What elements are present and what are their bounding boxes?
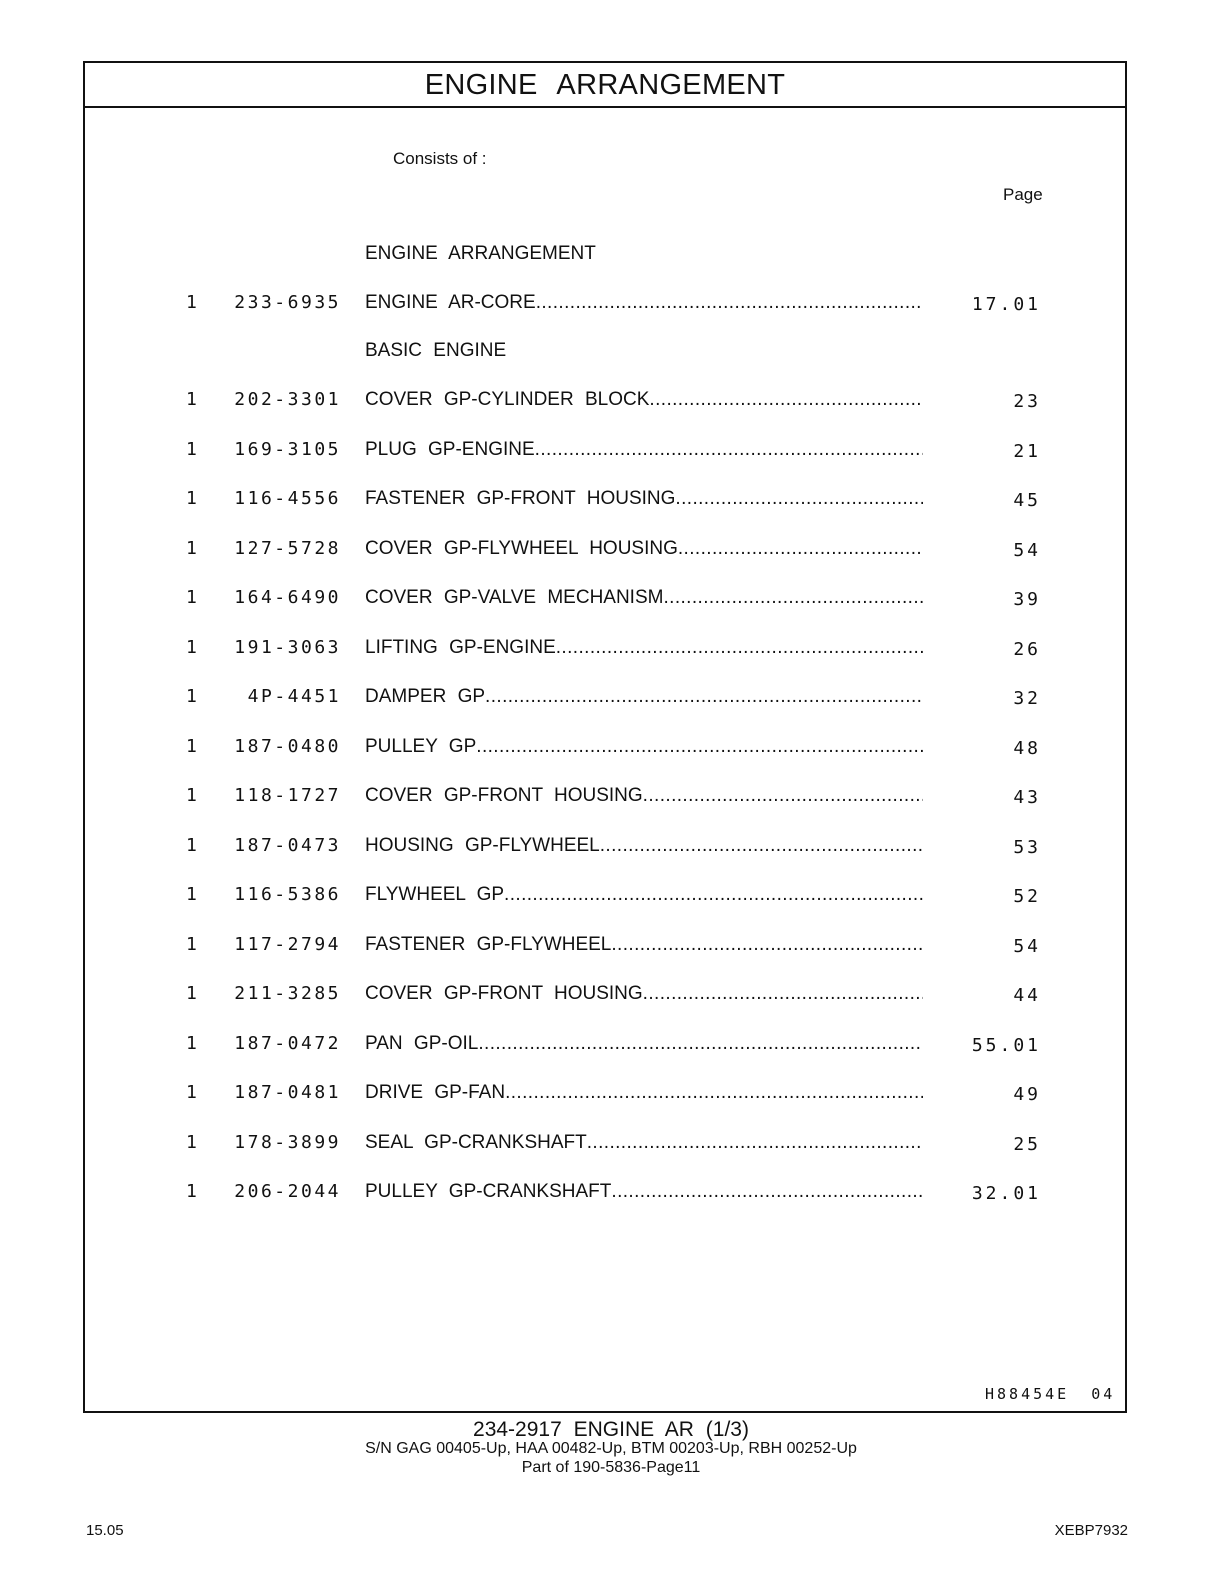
item-quantity: 1 <box>186 1131 197 1153</box>
item-description-cell <box>365 292 923 314</box>
item-description: SEAL GP-CRANKSHAFT <box>365 1131 587 1153</box>
item-quantity: 1 <box>186 587 197 608</box>
dot-leader <box>649 389 923 411</box>
item-description-cell <box>365 389 923 411</box>
item-page: 39 <box>1013 589 1041 610</box>
dot-leader <box>536 292 923 314</box>
dot-leader <box>505 1082 923 1104</box>
table-row <box>85 1132 1125 1158</box>
item-description-cell <box>365 1181 923 1203</box>
item-description: DRIVE GP-FAN <box>365 1082 506 1103</box>
item-part-number: 187-0480 <box>234 735 341 757</box>
item-page: 43 <box>1013 787 1041 808</box>
item-description: ENGINE AR-CORE <box>365 292 536 313</box>
dot-leader <box>587 1132 923 1154</box>
drawing-code <box>985 1385 1115 1403</box>
table-row <box>85 1033 1125 1059</box>
footer-right-code: XEBP7932 <box>1054 1522 1128 1539</box>
item-quantity: 1 <box>186 292 197 313</box>
item-part-number: 233-6935 <box>234 292 341 313</box>
item-description-cell <box>365 488 923 510</box>
table-row <box>85 934 1125 960</box>
item-description-cell <box>365 785 923 807</box>
item-page: 44 <box>1013 985 1041 1006</box>
item-description-cell <box>365 1033 923 1055</box>
item-quantity: 1 <box>186 884 197 905</box>
item-page: 23 <box>1013 391 1041 412</box>
item-page: 32 <box>1013 688 1041 709</box>
item-page: 21 <box>1013 440 1041 462</box>
item-part-number: 164-6490 <box>234 587 341 608</box>
item-description-cell <box>365 835 923 857</box>
footer-left-code: 15.05 <box>86 1522 124 1539</box>
dot-leader <box>675 488 923 510</box>
item-page: 26 <box>1013 638 1041 660</box>
item-part-number: 202-3301 <box>234 389 341 410</box>
item-page: 45 <box>1013 490 1041 511</box>
item-quantity: 1 <box>186 983 197 1004</box>
dot-leader <box>663 587 923 609</box>
dot-leader <box>600 835 923 857</box>
footer-part-of: Part of 190-5836-Page11 <box>521 1459 701 1476</box>
section-heading: ENGINE ARRANGEMENT <box>365 243 596 264</box>
item-description-cell <box>365 686 923 708</box>
item-description: LIFTING GP-ENGINE <box>365 636 556 658</box>
item-part-number: 187-0481 <box>234 1082 341 1103</box>
item-part-number: 116-5386 <box>234 884 341 905</box>
table-row <box>85 538 1125 564</box>
dot-leader <box>643 785 923 807</box>
table-row <box>85 835 1125 861</box>
item-part-number: 211-3285 <box>234 983 341 1004</box>
item-description: COVER GP-FRONT HOUSING <box>365 785 643 806</box>
item-part-number: 191-3063 <box>234 636 341 658</box>
item-page: 54 <box>1013 539 1041 561</box>
dot-leader <box>643 983 923 1005</box>
item-part-number: 127-5728 <box>234 537 341 559</box>
table-row <box>85 785 1125 811</box>
item-description: PAN GP-OIL <box>365 1032 479 1054</box>
item-part-number: 187-0472 <box>234 1032 341 1054</box>
item-page: 55.01 <box>971 1034 1041 1056</box>
item-quantity: 1 <box>186 438 197 460</box>
item-part-number: 117-2794 <box>234 933 341 955</box>
dot-leader <box>535 439 923 461</box>
item-page: 54 <box>1013 935 1041 957</box>
item-page: 48 <box>1013 737 1041 759</box>
item-part-number: 206-2044 <box>234 1181 341 1202</box>
item-quantity: 1 <box>186 735 197 757</box>
item-description: FASTENER GP-FLYWHEEL <box>365 933 612 955</box>
table-row <box>85 587 1125 613</box>
item-description-cell <box>365 587 923 609</box>
dot-leader <box>611 934 923 956</box>
table-row <box>85 488 1125 514</box>
item-quantity: 1 <box>186 686 197 707</box>
table-row <box>85 389 1125 415</box>
dot-leader <box>556 637 923 659</box>
drawing-id: H88454E <box>985 1385 1070 1403</box>
item-description-cell <box>365 934 923 956</box>
footer-title: 234-2917 ENGINE AR (1/3) <box>473 1418 749 1441</box>
item-quantity: 1 <box>186 834 197 856</box>
item-page: 17.01 <box>971 294 1041 315</box>
item-part-number: 116-4556 <box>234 488 341 509</box>
footer-serial-numbers: S/N GAG 00405-Up, HAA 00482-Up, BTM 00203-Up, RBH 00252-Up <box>365 1440 857 1457</box>
item-quantity: 1 <box>186 537 197 559</box>
drawing-rev: 04 <box>1091 1385 1116 1403</box>
item-page: 49 <box>1013 1084 1041 1105</box>
item-part-number: 169-3105 <box>234 438 341 460</box>
item-description: PLUG GP-ENGINE <box>365 438 535 460</box>
table-row <box>85 736 1125 762</box>
item-quantity: 1 <box>186 933 197 955</box>
table-row <box>85 439 1125 465</box>
page-column-header: Page <box>1003 185 1043 204</box>
item-description-cell <box>365 736 923 758</box>
item-description-cell <box>365 983 923 1005</box>
item-description: HOUSING GP-FLYWHEEL <box>365 834 600 856</box>
item-quantity: 1 <box>186 1181 197 1202</box>
item-description-cell <box>365 637 923 659</box>
item-description: COVER GP-CYLINDER BLOCK <box>365 389 650 410</box>
item-description: COVER GP-VALVE MECHANISM <box>365 587 664 608</box>
item-description-cell <box>365 439 923 461</box>
item-quantity: 1 <box>186 389 197 410</box>
table-row <box>85 983 1125 1009</box>
item-part-number: 187-0473 <box>234 834 341 856</box>
item-quantity: 1 <box>186 636 197 658</box>
item-page: 52 <box>1013 886 1041 907</box>
dot-leader <box>476 736 923 758</box>
table-row <box>85 1181 1125 1207</box>
item-description-cell <box>365 1082 923 1104</box>
item-description: DAMPER GP <box>365 686 486 707</box>
dot-leader <box>478 1033 923 1055</box>
item-page: 32.01 <box>971 1183 1041 1204</box>
item-description-cell <box>365 1132 923 1154</box>
table-row <box>85 884 1125 910</box>
parts-list-frame <box>83 61 1127 1413</box>
item-description-cell <box>365 884 923 906</box>
table-row <box>85 637 1125 663</box>
item-part-number: 118-1727 <box>234 785 341 806</box>
section-heading: BASIC ENGINE <box>365 340 507 361</box>
item-description: FLYWHEEL GP <box>365 884 505 905</box>
consists-of-label: Consists of : <box>393 149 487 168</box>
page-title: ENGINE ARRANGEMENT <box>85 63 1125 108</box>
item-page: 53 <box>1013 836 1041 858</box>
dot-leader <box>485 686 923 708</box>
item-description: COVER GP-FRONT HOUSING <box>365 983 643 1004</box>
item-description: PULLEY GP-CRANKSHAFT <box>365 1181 612 1202</box>
item-quantity: 1 <box>186 1082 197 1103</box>
table-row <box>85 1082 1125 1108</box>
item-description: FASTENER GP-FRONT HOUSING <box>365 488 676 509</box>
item-quantity: 1 <box>186 785 197 806</box>
item-description-cell <box>365 538 923 560</box>
item-page: 25 <box>1013 1133 1041 1155</box>
item-description: PULLEY GP <box>365 735 477 757</box>
table-row <box>85 686 1125 712</box>
item-quantity: 1 <box>186 1032 197 1054</box>
dot-leader <box>611 1181 923 1203</box>
item-description: COVER GP-FLYWHEEL HOUSING <box>365 537 678 559</box>
item-quantity: 1 <box>186 488 197 509</box>
item-part-number: 178-3899 <box>234 1131 341 1153</box>
dot-leader <box>504 884 923 906</box>
item-part-number: 4P-4451 <box>247 686 341 707</box>
dot-leader <box>678 538 923 560</box>
table-row <box>85 292 1125 318</box>
